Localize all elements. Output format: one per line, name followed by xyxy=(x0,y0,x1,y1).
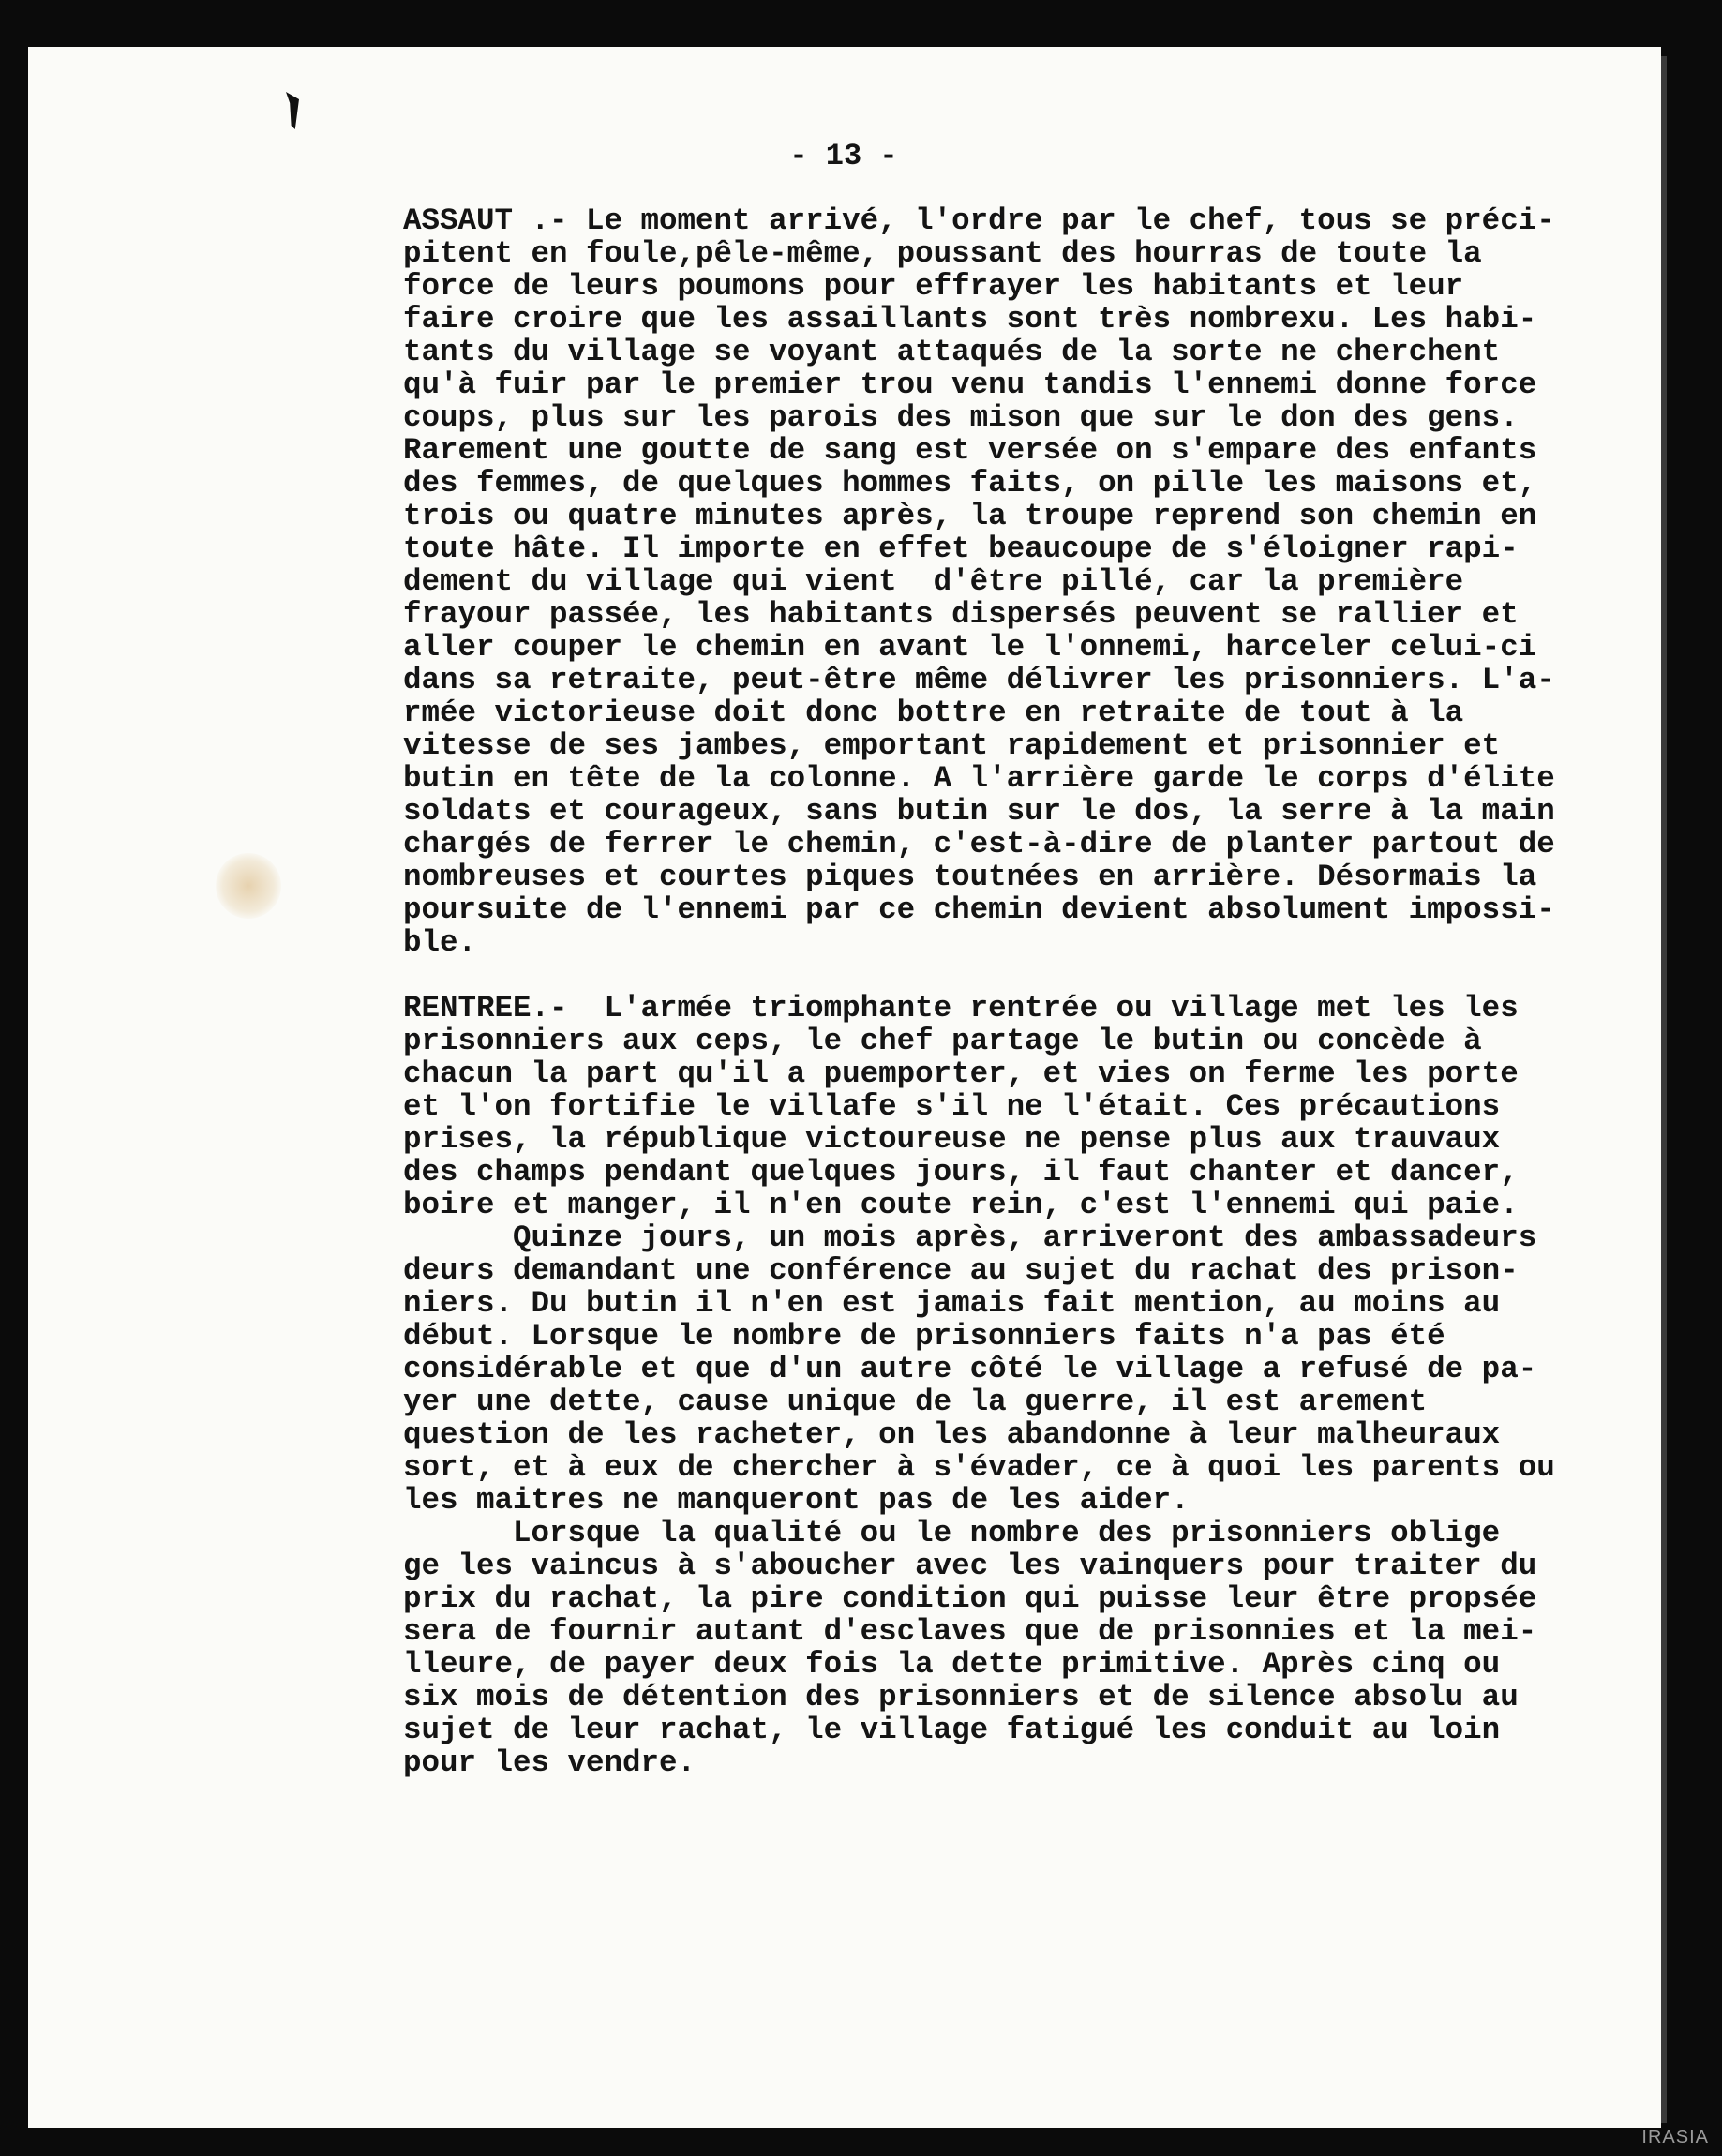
text-line: prix du rachat, la pire condition qui puisse leur être propsée xyxy=(403,1581,1537,1616)
text-line: deurs demandant une conférence au sujet du rachat des prison- xyxy=(403,1253,1519,1288)
text-line: qu'à fuir par le premier trou venu tandis l'ennemi donne force xyxy=(403,367,1537,402)
text-line: nombreuses et courtes piques toutnées en arrière. Désormais la xyxy=(403,860,1537,894)
text-line: pour les vendre. xyxy=(403,1745,696,1780)
text-line: chacun la part qu'il a puemporter, et vies on ferme les porte xyxy=(403,1056,1519,1091)
text-line: butin en tête de la colonne. A l'arrière garde le corps d'élite xyxy=(403,761,1555,796)
text-line: lleure, de payer deux fois la dette primitive. Après cinq ou xyxy=(403,1647,1501,1682)
text-line: tants du village se voyant attaqués de la sorte ne cherchent xyxy=(403,335,1501,369)
text-line: force de leurs poumons pour effrayer les habitants et leur xyxy=(403,269,1464,304)
text-line: Quinze jours, un mois après, arriveront des ambassadeurs xyxy=(403,1220,1537,1255)
text-line: frayour passée, les habitants dispersés peuvent se rallier et xyxy=(403,597,1519,632)
paragraph-quinze-jours xyxy=(403,1221,1664,1517)
text-line: six mois de détention des prisonniers et de silence absolu au xyxy=(403,1680,1519,1714)
text-line: pitent en foule,pêle-même, poussant des hourras de toute la xyxy=(403,236,1482,271)
text-line: des champs pendant quelques jours, il faut chanter et dancer, xyxy=(403,1155,1519,1190)
text-line: yer une dette, cause unique de la guerre, il est arement xyxy=(403,1385,1428,1419)
ink-mark xyxy=(286,92,299,129)
text-line: dement du village qui vient d'être pillé, car la première xyxy=(403,564,1464,599)
text-line: aller couper le chemin en avant le l'onnemi, harceler celui-ci xyxy=(403,630,1537,665)
text-line: toute hâte. Il importe en effet beaucoupe de s'éloigner rapi- xyxy=(403,532,1519,566)
paper-stain xyxy=(216,853,281,919)
page-number: - 13 - xyxy=(789,139,898,173)
text-line: question de les racheter, on les abandonne à leur malheuraux xyxy=(403,1417,1501,1452)
text-line: les maitres ne manqueront pas de les aider. xyxy=(403,1483,1190,1518)
text-line: et l'on fortifie le villafe s'il ne l'était. Ces précautions xyxy=(403,1089,1501,1124)
text-line: ge les vaincus à s'aboucher avec les vainquers pour traiter du xyxy=(403,1549,1537,1583)
paragraph-lorsque xyxy=(403,1517,1664,1779)
body-text xyxy=(403,204,1664,1779)
text-line: dans sa retraite, peut-être même délivrer les prisonniers. L'a- xyxy=(403,663,1555,697)
text-line: niers. Du butin il n'en est jamais fait mention, au moins au xyxy=(403,1286,1501,1321)
text-line: Rarement une goutte de sang est versée on s'empare des enfants xyxy=(403,433,1537,468)
text-line: rmée victorieuse doit donc bottre en retraite de tout à la xyxy=(403,696,1464,730)
text-line: prisonniers aux ceps, le chef partage le butin ou concède à xyxy=(403,1024,1482,1058)
text-line: faire croire que les assaillants sont très nombrexu. Les habi- xyxy=(403,302,1537,337)
text-line: vitesse de ses jambes, emportant rapidement et prisonnier et xyxy=(403,728,1501,763)
text-line: RENTREE.- L'armée triomphante rentrée ou village met les les xyxy=(403,991,1519,1026)
text-line: considérable et que d'un autre côté le village a refusé de pa- xyxy=(403,1352,1537,1386)
text-line: boire et manger, il n'en coute rein, c'est l'ennemi qui paie. xyxy=(403,1188,1519,1222)
text-line: sujet de leur rachat, le village fatigué les conduit au loin xyxy=(403,1713,1501,1747)
text-line: prises, la république victoureuse ne pense plus aux trauvaux xyxy=(403,1122,1501,1157)
text-line: sera de fournir autant d'esclaves que de prisonnies et la mei- xyxy=(403,1614,1537,1649)
text-line: des femmes, de quelques hommes faits, on pille les maisons et, xyxy=(403,466,1537,501)
text-line: ASSAUT .- Le moment arrivé, l'ordre par le chef, tous se préci- xyxy=(403,203,1555,238)
text-line: ble. xyxy=(403,925,477,960)
text-line: soldats et courageux, sans butin sur le dos, la serre à la main xyxy=(403,794,1555,829)
text-line: sort, et à eux de chercher à s'évader, ce à quoi les parents ou xyxy=(403,1450,1555,1485)
text-line: chargés de ferrer le chemin, c'est-à-dire de planter partout de xyxy=(403,827,1555,861)
text-line: coups, plus sur les parois des mison que sur le don des gens. xyxy=(403,400,1519,435)
text-line: poursuite de l'ennemi par ce chemin devient absolument impossi- xyxy=(403,892,1555,927)
archive-watermark: IRASIA xyxy=(1641,2127,1709,2148)
text-line: Lorsque la qualité ou le nombre des prisonniers oblige xyxy=(403,1516,1501,1550)
text-line: début. Lorsque le nombre de prisonniers faits n'a pas été xyxy=(403,1319,1445,1354)
paragraph-rentree xyxy=(403,992,1664,1221)
paragraph-assaut xyxy=(403,204,1664,959)
text-line: trois ou quatre minutes après, la troupe reprend son chemin en xyxy=(403,499,1537,533)
